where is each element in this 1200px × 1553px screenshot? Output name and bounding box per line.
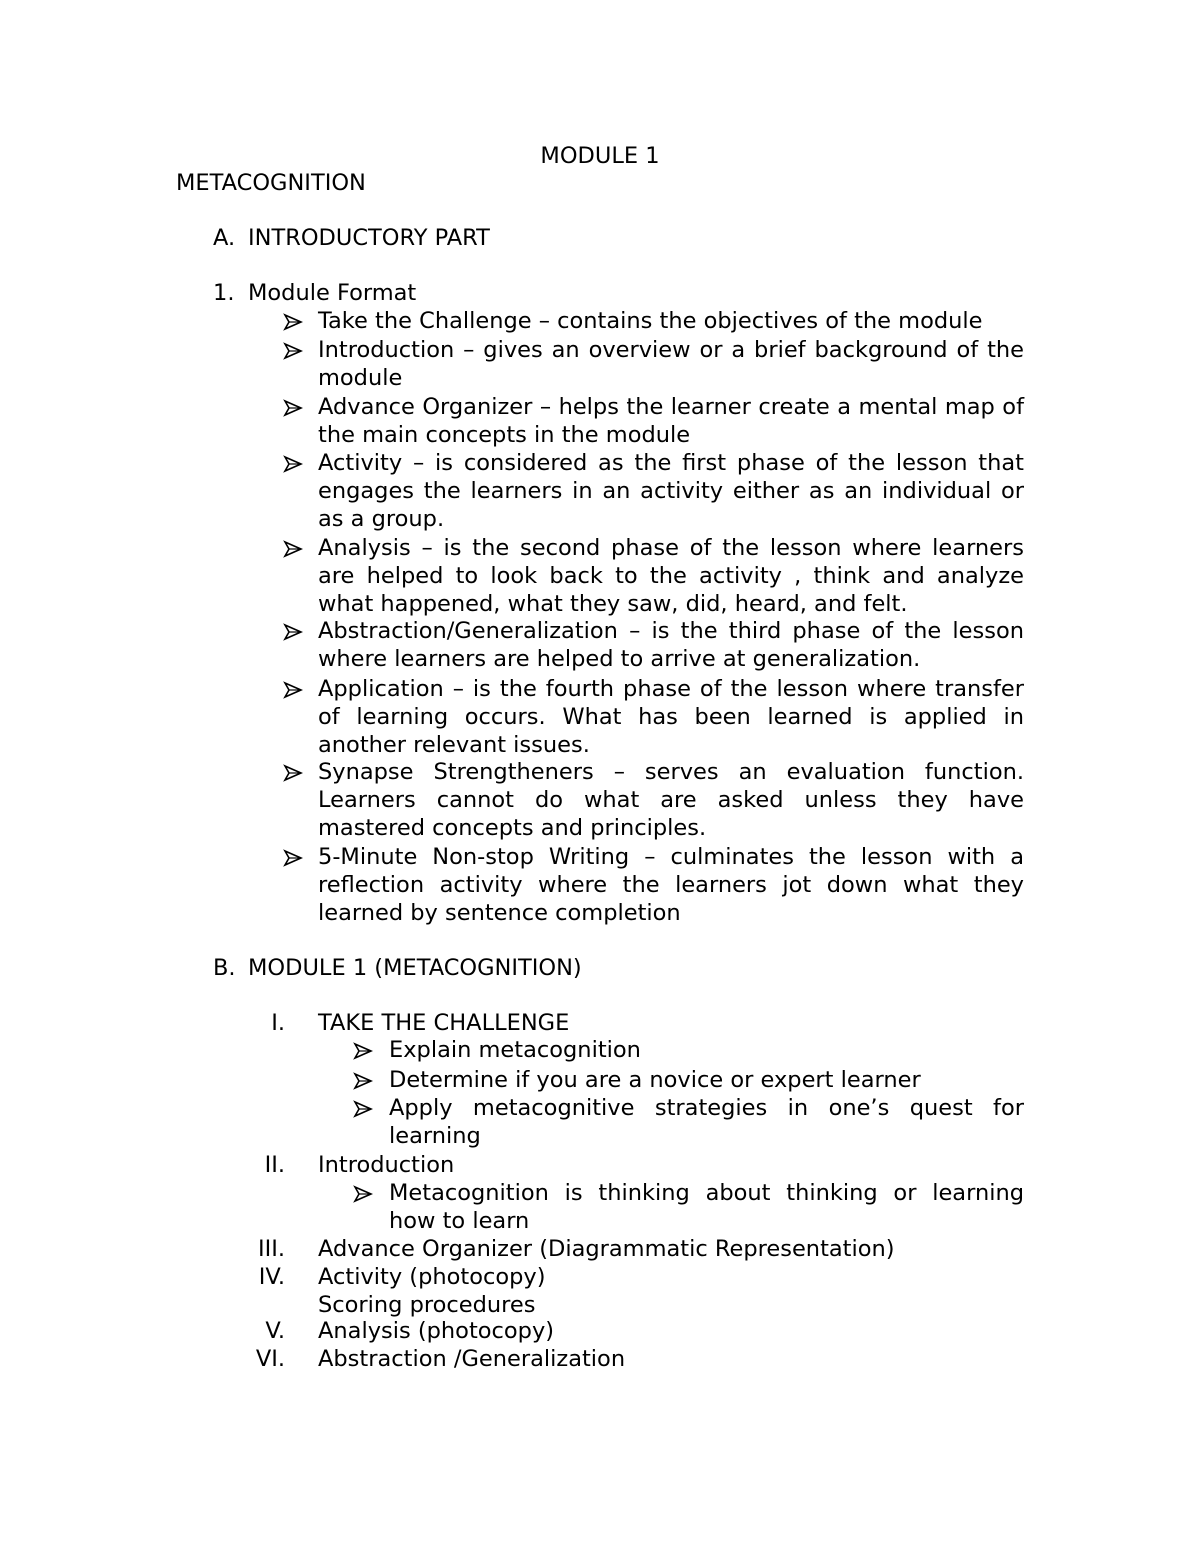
section-b-label: MODULE 1 (METACOGNITION) <box>248 955 582 981</box>
arrowhead-bullet-icon <box>353 1036 373 1064</box>
outline-item-label: Abstraction /Generalization <box>318 1346 626 1372</box>
arrowhead-bullet-icon <box>353 1066 373 1094</box>
outline-numeral: VI. <box>255 1346 285 1372</box>
arrowhead-bullet-icon <box>283 758 303 786</box>
outline-item-label: Advance Organizer (Diagrammatic Representation) <box>318 1236 895 1262</box>
challenge-bullet-text: Determine if you are a novice or expert learner <box>389 1067 921 1093</box>
document-heading: METACOGNITION <box>176 170 366 196</box>
arrowhead-bullet-icon <box>353 1179 373 1207</box>
section-a-marker: A. <box>213 225 236 251</box>
outline-numeral: V. <box>265 1318 285 1344</box>
arrowhead-bullet-icon <box>283 675 303 703</box>
document-title: MODULE 1 <box>540 143 660 169</box>
outline-item-label: TAKE THE CHALLENGE <box>318 1010 570 1036</box>
outline-item-label: Activity (photocopy) <box>318 1264 546 1290</box>
arrowhead-bullet-icon <box>283 534 303 562</box>
arrowhead-bullet-icon <box>283 843 303 871</box>
outline-item-label: Introduction <box>318 1152 455 1178</box>
arrowhead-bullet-icon <box>283 393 303 421</box>
bullet-text: Advance Organizer – helps the learner create a mental map of the main concepts in the module <box>318 394 1024 448</box>
bullet-text: Synapse Strengtheners – serves an evaluation function. Learners cannot do what are asked unless they have mastered concepts and principles. <box>318 759 1024 841</box>
module-format-label: Module Format <box>248 280 417 306</box>
bullet-text: Introduction – gives an overview or a brief background of the module <box>318 337 1024 391</box>
outline-numeral: I. <box>271 1010 285 1036</box>
module-format-marker: 1. <box>213 280 235 306</box>
section-a-label: INTRODUCTORY PART <box>248 225 490 251</box>
outline-numeral: II. <box>264 1152 285 1178</box>
arrowhead-bullet-icon <box>283 307 303 335</box>
outline-item-extra: Scoring procedures <box>318 1292 536 1318</box>
bullet-text: Application – is the fourth phase of the lesson where transfer of learning occurs. What has been learned is applied in another relevant issues. <box>318 676 1024 758</box>
challenge-bullet-text: Apply metacognitive strategies in one’s quest for learning <box>389 1095 1024 1149</box>
arrowhead-bullet-icon <box>283 449 303 477</box>
bullet-text: Take the Challenge – contains the objectives of the module <box>318 308 983 334</box>
bullet-text: 5-Minute Non-stop Writing – culminates the lesson with a reflection activity where the learners jot down what they learned by sentence completion <box>318 844 1024 926</box>
introduction-bullet-text: Metacognition is thinking about thinking or learning how to learn <box>389 1180 1024 1234</box>
bullet-text: Analysis – is the second phase of the lesson where learners are helped to look back to the activity , think and analyze what happened, what they saw, did, heard, and felt. <box>318 535 1024 617</box>
outline-numeral: IV. <box>258 1264 285 1290</box>
outline-numeral: III. <box>257 1236 285 1262</box>
arrowhead-bullet-icon <box>283 617 303 645</box>
arrowhead-bullet-icon <box>283 336 303 364</box>
bullet-text: Abstraction/Generalization – is the third phase of the lesson where learners are helped to arrive at generalization. <box>318 618 1024 672</box>
bullet-text: Activity – is considered as the first phase of the lesson that engages the learners in an activity either as an individual or as a group. <box>318 450 1024 532</box>
outline-item-label: Analysis (photocopy) <box>318 1318 555 1344</box>
section-b-marker: B. <box>213 955 236 981</box>
arrowhead-bullet-icon <box>353 1094 373 1122</box>
challenge-bullet-text: Explain metacognition <box>389 1037 641 1063</box>
